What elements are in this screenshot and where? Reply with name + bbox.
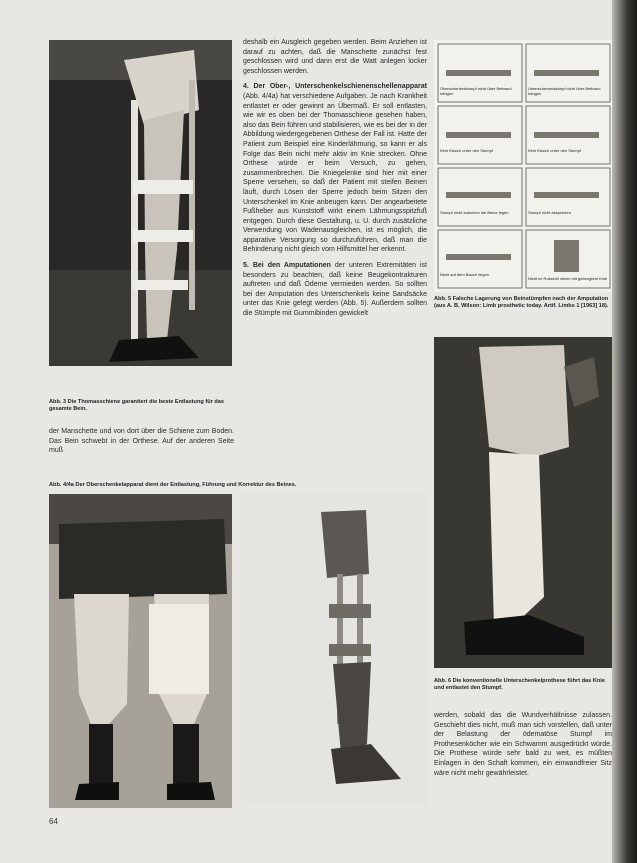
page-binding-shadow — [612, 0, 637, 863]
caption-fig3: Abb. 3 Die Thomasschiene garantiert die beste Entlastung für das gesamte Bein. — [49, 399, 224, 412]
right-column-text — [434, 711, 612, 778]
section-4-heading: 4. Der Ober-, Unterschenkelschienenschellenapparat — [243, 83, 427, 91]
right-paragraph: werden, sobald das die Wundverhältnisse zulassen. Geschieht dies nicht, muß man sich vorstellen, daß unter der Belastung der ödematöse Stumpf im Prothesenköcher wie ein Schwamm ausgedrückt würde. Die Prothese würde sehr bald zu weit, es müßten Einlagen in den Schaft kommen, ein einwandfreier Sitz wäre nicht mehr gewährleistet. — [434, 712, 612, 777]
section-4-ref: (Abb. 4/4a) — [243, 92, 279, 100]
illustration-label-5: Stumpf nicht zwischen die Beine legen — [440, 210, 509, 215]
photo-knee-orthosis-patient — [49, 494, 232, 808]
page-number: 64 — [49, 817, 58, 826]
left-paragraph: der Manschette und von dort über die Schiene zum Boden. Das Bein schwebt in der Orthese. Auf der anderen Seite muß — [49, 428, 234, 455]
photo-long-leg-orthosis — [241, 494, 428, 806]
middle-intro: deshalb ein Ausgleich gegeben werden. Beim Anziehen ist darauf zu achten, daß die Manschette zunächst fest geschlossen wird und dann erst die Watt anlegen locker geschlossen werden. — [243, 39, 427, 75]
photo-below-knee-prosthesis — [434, 337, 614, 668]
illustration-label-2: Unterschenkelstumpf nicht über Bettrand hängen — [528, 86, 601, 96]
section-5-body: der unteren Extremitäten ist besonders zu beachten, daß keine Beugekontrakturen auftreten und daß Ödeme vermieden werden. So sollten bei der Amputation des Unterschenkels keine Sandsäcke unter das Knie gelegt werden (Abb. 5). Außerdem sollten die Stümpfe mit Gummibinden gewickelt — [243, 262, 427, 318]
illustration-label-8: Nicht im Rollstuhl sitzen mit gebeugtem Knie — [528, 276, 608, 281]
illustration-stump-positioning — [434, 40, 614, 292]
illustration-label-4: Kein Kissen unter den Stumpf — [528, 148, 581, 153]
illustration-label-3: Kein Kissen unter den Stumpf — [440, 148, 493, 153]
illustration-label-7: Nicht auf dem Bauch liegen — [440, 272, 489, 277]
caption-fig6: Abb. 6 Die konventionelle Unterschenkelprothese führt das Knie und entlastet den Stumpf. — [434, 678, 605, 691]
middle-column-text — [243, 38, 427, 319]
section-4-body: hat verschiedene Aufgaben. Je nach Krankheit entlastet er oder gewinnt an Übermaß. Er soll entlasten, wie wir es oben bei der Thomasschiene gesehen haben, also das Bein führen und stabilisieren, wie es bei der in der Abbildung wiedergegebenen Orthese der Fall ist. Hatte der Patient zum Beispiel eine Kinderlähmung, so kann er als Folge das Bein nicht mehr aktiv im Knie strecken. Ohne Orthese würde er beim Versuch, zu gehen, zusammenbrechen. Die Kniegelenke sind hier mit einer Sperre versehen, so daß der Patient mit steifen Beinen läuft, durch Lösen der Sperre jedoch beim Sitzen den Unterschenkel im Knie anbeugen kann. Der angearbeitete Fußheber aus Kunststoff wirkt einem Lähmungsspitzfuß entgegen. Durch diese Gestaltung, u. U. durch zusätzliche Verwendung von Wadenausgleichen, ist es möglich, die apparative Versorgung so durchzuführen, daß man die Behinderung nicht gleich vom Hilfsmittel her erkennt. — [243, 92, 427, 254]
left-column-text — [49, 427, 234, 456]
illustration-label-1: Oberschenkelstumpf nicht über Bettrand hängen — [440, 86, 512, 96]
photo-thomas-splint — [49, 40, 232, 366]
caption-fig5: Abb. 5 Falsche Lagerung von Beinstümpfen nach der Amputation (aus A. B. Wilson: Limb prosthetic today. Artif. Limbs 1 [1963] 18). — [434, 296, 609, 309]
caption-fig4: Abb. 4/4a Der Oberschenkelapparat dient der Entlastung, Führung und Korrektur des Beines. — [49, 482, 297, 488]
section-5-heading: 5. Bei den Amputationen — [243, 262, 331, 270]
illustration-label-6: Stumpf nicht abspreizen — [528, 210, 571, 215]
